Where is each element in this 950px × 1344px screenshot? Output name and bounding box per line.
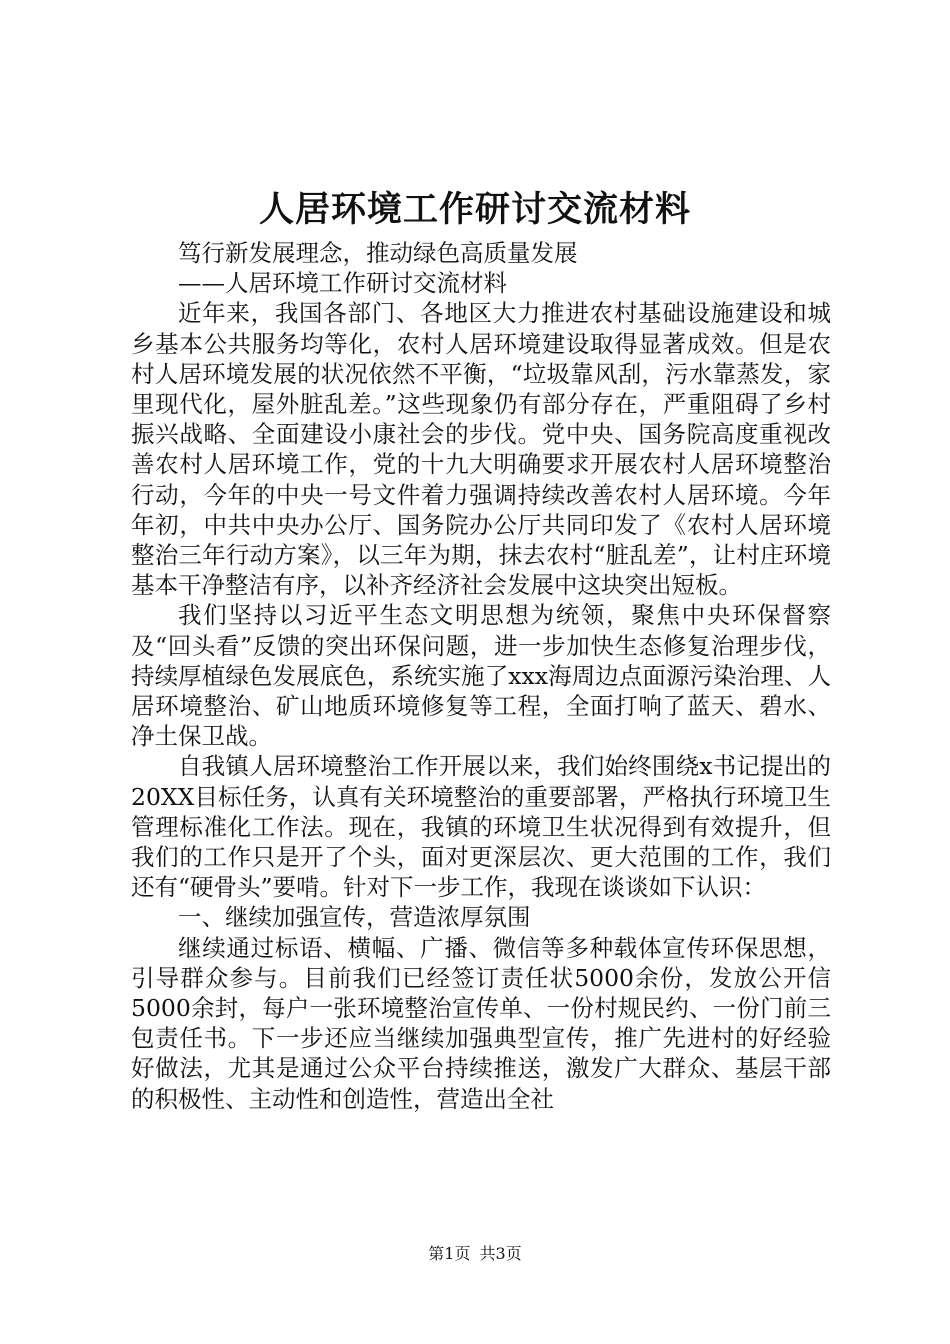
paragraph-4: 继续通过标语、横幅、广播、微信等多种载体宣传环保思想，引导群众参与。目前我们已经签订责任状5000余份，发放公开信5000余封，每户一张环境整治宣传单、一份村规民约、一份门前三包责任书。下一步还应当继续加强典型宣传，推广先进村的好经验好做法，尤其是通过公众平台持续推送，激发广大群众、基层干部的积极性、主动性和创造性，营造出全社: [131, 933, 831, 1113]
subtitle-line-2: ——人居环境工作研讨交流材料: [178, 269, 507, 298]
subtitle-line-1: 笃行新发展理念，推动绿色高质量发展: [178, 239, 578, 267]
document-body: [131, 238, 831, 1114]
section-heading-1: 一、继续加强宣传，营造浓厚氛围: [178, 903, 531, 932]
paragraph-3: 自我镇人居环境整治工作开展以来，我们始终围绕x书记提出的20XX目标任务，认真有关环境整治的重要部署，严格执行环境卫生管理标准化工作法。现在，我镇的环境卫生状况得到有效提升，但我们的工作只是开了个头，面对更深层次、更大范围的工作，我们还有“硬骨头”要啃。针对下一步工作，我现在谈谈如下认识：: [131, 752, 831, 902]
paragraph-1: 近年来，我国各部门、各地区大力推进农村基础设施建设和城乡基本公共服务均等化，农村人居环境建设取得显著成效。但是农村人居环境发展的状况依然不平衡，“垃圾靠风刮，污水靠蒸发，家里现代化，屋外脏乱差。”这些现象仍有部分存在，严重阻碍了乡村振兴战略、全面建设小康社会的步伐。党中央、国务院高度重视改善农村人居环境工作，党的十九大明确要求开展农村人居环境整治行动，今年的中央一号文件着力强调持续改善农村人居环境。今年年初，中共中央办公厅、国务院办公厅共同印发了《农村人居环境整治三年行动方案》，以三年为期，抹去农村“脏乱差”，让村庄环境基本干净整洁有序，以补齐经济社会发展中这块突出短板。: [131, 299, 831, 600]
document-title: 人居环境工作研讨交流材料: [258, 189, 691, 230]
paragraph-2: 我们坚持以习近平生态文明思想为统领，聚焦中央环保督察及“回头看”反馈的突出环保问题，进一步加快生态修复治理步伐，持续厚植绿色发展底色，系统实施了xxx海周边点面源污染治理、人居环境整治、矿山地质环境修复等工程，全面打响了蓝天、碧水、净土保卫战。: [131, 601, 831, 751]
page-footer: [0, 1243, 950, 1265]
page-total: 共3页: [479, 1244, 522, 1263]
page-number: 第1页: [428, 1244, 471, 1263]
